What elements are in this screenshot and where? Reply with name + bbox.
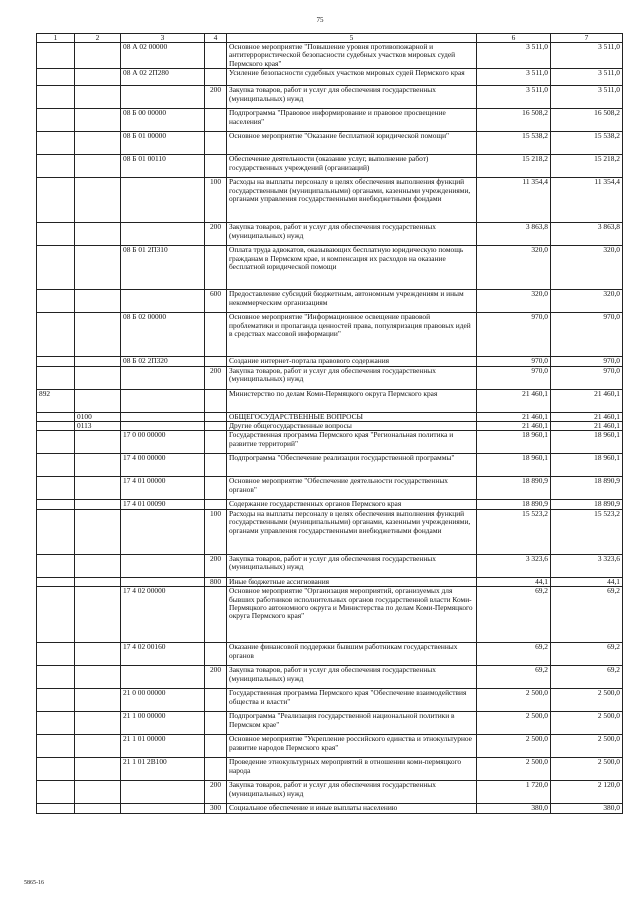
- ministry-code: [37, 422, 75, 431]
- amount-col7: 970,0: [551, 366, 623, 389]
- item-name: ОБЩЕГОСУДАРСТВЕННЫЕ ВОПРОСЫ: [227, 412, 477, 421]
- amount-col6: 16 508,2: [477, 109, 551, 132]
- ministry-code: [37, 366, 75, 389]
- amount-col7: 2 120,0: [551, 781, 623, 804]
- table-row: [37, 313, 623, 357]
- target-item-code: 21 0 00 00000: [121, 689, 205, 712]
- amount-col6: 18 960,1: [477, 454, 551, 477]
- target-item-code: 17 4 00 00000: [121, 454, 205, 477]
- item-name: Государственная программа Пермского края "Региональная политика и развитие территорий": [227, 431, 477, 454]
- section-code: 0113: [75, 422, 121, 431]
- amount-col6: 970,0: [477, 313, 551, 357]
- amount-col7: 380,0: [551, 804, 623, 813]
- target-item-code: [121, 178, 205, 223]
- ministry-code: [37, 178, 75, 223]
- ministry-code: [37, 223, 75, 246]
- target-item-code: [121, 290, 205, 313]
- column-header: 5: [227, 34, 477, 43]
- ministry-code: 892: [37, 389, 75, 412]
- table-row: [37, 223, 623, 246]
- table-row: [37, 422, 623, 431]
- target-item-code: 21 1 01 00000: [121, 735, 205, 758]
- ministry-code: [37, 86, 75, 109]
- amount-col6: 3 323,6: [477, 554, 551, 577]
- amount-col6: 15 218,2: [477, 155, 551, 178]
- table-row: [37, 577, 623, 586]
- amount-col7: 18 960,1: [551, 431, 623, 454]
- table-row: [37, 357, 623, 366]
- amount-col7: 320,0: [551, 246, 623, 290]
- expense-type-code: 200: [205, 554, 227, 577]
- target-item-code: 21 1 00 00000: [121, 712, 205, 735]
- target-item-code: 08 Б 01 00000: [121, 132, 205, 155]
- table-row: [37, 290, 623, 313]
- target-item-code: [121, 509, 205, 554]
- amount-col6: 15 523,2: [477, 509, 551, 554]
- amount-col6: 2 500,0: [477, 712, 551, 735]
- table-row: [37, 509, 623, 554]
- section-code: [75, 155, 121, 178]
- ministry-code: [37, 357, 75, 366]
- item-name: Подпрограмма "Обеспечение реализации государственной программы": [227, 454, 477, 477]
- section-code: [75, 643, 121, 666]
- amount-col6: 21 460,1: [477, 389, 551, 412]
- section-code: [75, 554, 121, 577]
- item-name: Основное мероприятие "Информационное освещение правовой проблематики и пропаганда ценностей права, популяризация правовых идей в средствах массовой информации": [227, 313, 477, 357]
- item-name: Закупка товаров, работ и услуг для обеспечения государственных (муниципальных) нужд: [227, 86, 477, 109]
- section-code: [75, 43, 121, 69]
- ministry-code: [37, 554, 75, 577]
- table-row: [37, 781, 623, 804]
- amount-col7: 15 538,2: [551, 132, 623, 155]
- amount-col6: 320,0: [477, 246, 551, 290]
- expense-type-code: [205, 431, 227, 454]
- amount-col7: 18 890,9: [551, 500, 623, 509]
- target-item-code: 21 1 01 2В100: [121, 758, 205, 781]
- expense-type-code: [205, 587, 227, 643]
- column-header: 3: [121, 34, 205, 43]
- item-name: Основное мероприятие "Организация мероприятий, организуемых для бывших работников исполнительных органов государственной власти Коми-Пермяцкого автономного округа и Министерства по делам Коми-Пермяцкого округа Пермского края": [227, 587, 477, 643]
- item-name: Закупка товаров, работ и услуг для обеспечения государственных (муниципальных) нужд: [227, 366, 477, 389]
- section-code: [75, 509, 121, 554]
- item-name: Закупка товаров, работ и услуг для обеспечения государственных (муниципальных) нужд: [227, 781, 477, 804]
- amount-col6: 1 720,0: [477, 781, 551, 804]
- expense-type-code: [205, 389, 227, 412]
- expense-type-code: [205, 689, 227, 712]
- target-item-code: [121, 804, 205, 813]
- amount-col7: 69,2: [551, 587, 623, 643]
- table-body: [37, 43, 623, 814]
- ministry-code: [37, 109, 75, 132]
- expense-type-code: [205, 454, 227, 477]
- item-name: Создание интернет-портала правового содержания: [227, 357, 477, 366]
- section-code: [75, 666, 121, 689]
- ministry-code: [37, 412, 75, 421]
- amount-col6: 3 511,0: [477, 69, 551, 86]
- ministry-code: [37, 712, 75, 735]
- item-name: Закупка товаров, работ и услуг для обеспечения государственных (муниципальных) нужд: [227, 666, 477, 689]
- amount-col7: 44,1: [551, 577, 623, 586]
- expense-type-code: 100: [205, 178, 227, 223]
- amount-col7: 15 218,2: [551, 155, 623, 178]
- target-item-code: [121, 554, 205, 577]
- table-row: [37, 804, 623, 813]
- amount-col7: 970,0: [551, 357, 623, 366]
- section-code: [75, 389, 121, 412]
- amount-col7: 3 323,6: [551, 554, 623, 577]
- amount-col7: 15 523,2: [551, 509, 623, 554]
- ministry-code: [37, 500, 75, 509]
- ministry-code: [37, 431, 75, 454]
- target-item-code: [121, 86, 205, 109]
- section-code: [75, 109, 121, 132]
- expense-type-code: [205, 69, 227, 86]
- expense-type-code: 200: [205, 223, 227, 246]
- section-code: [75, 758, 121, 781]
- amount-col7: 69,2: [551, 643, 623, 666]
- ministry-code: [37, 587, 75, 643]
- column-header: 2: [75, 34, 121, 43]
- item-name: Основное мероприятие "Обеспечение деятельности государственных органов": [227, 477, 477, 500]
- item-name: Содержание государственных органов Пермского края: [227, 500, 477, 509]
- table-row: [37, 712, 623, 735]
- target-item-code: [121, 412, 205, 421]
- item-name: Предоставление субсидий бюджетным, автономным учреждениям и иным некоммерческим организациям: [227, 290, 477, 313]
- amount-col6: 69,2: [477, 643, 551, 666]
- amount-col7: 21 460,1: [551, 422, 623, 431]
- page-number: 75: [316, 16, 324, 24]
- table-row: [37, 43, 623, 69]
- target-item-code: 08 А 02 2П280: [121, 69, 205, 86]
- column-header: 4: [205, 34, 227, 43]
- amount-col7: 2 500,0: [551, 689, 623, 712]
- item-name: Министерство по делам Коми-Пермяцкого округа Пермского края: [227, 389, 477, 412]
- amount-col7: 3 511,0: [551, 86, 623, 109]
- target-item-code: [121, 422, 205, 431]
- section-code: [75, 132, 121, 155]
- section-code: [75, 712, 121, 735]
- item-name: Проведение этнокультурных мероприятий в отношении коми-пермяцкого народа: [227, 758, 477, 781]
- target-item-code: 08 Б 01 00110: [121, 155, 205, 178]
- table-row: [37, 554, 623, 577]
- amount-col7: 3 511,0: [551, 43, 623, 69]
- amount-col6: 970,0: [477, 357, 551, 366]
- amount-col7: 21 460,1: [551, 412, 623, 421]
- table-row: [37, 246, 623, 290]
- ministry-code: [37, 781, 75, 804]
- target-item-code: 17 4 01 00090: [121, 500, 205, 509]
- amount-col7: 21 460,1: [551, 389, 623, 412]
- target-item-code: [121, 577, 205, 586]
- amount-col6: 44,1: [477, 577, 551, 586]
- expense-type-code: 200: [205, 781, 227, 804]
- item-name: Основное мероприятие "Укрепление российского единства и этнокультурное развитие народов Пермского края": [227, 735, 477, 758]
- table-row: [37, 132, 623, 155]
- amount-col7: 11 354,4: [551, 178, 623, 223]
- expense-type-code: 300: [205, 804, 227, 813]
- amount-col6: 15 538,2: [477, 132, 551, 155]
- item-name: Социальное обеспечение и иные выплаты населению: [227, 804, 477, 813]
- section-code: [75, 313, 121, 357]
- expense-type-code: [205, 155, 227, 178]
- table-row: [37, 454, 623, 477]
- section-code: [75, 735, 121, 758]
- amount-col7: 69,2: [551, 666, 623, 689]
- table-row: [37, 109, 623, 132]
- item-name: Иные бюджетные ассигнования: [227, 577, 477, 586]
- table-row: [37, 587, 623, 643]
- table-row: [37, 366, 623, 389]
- item-name: Подпрограмма "Правовое информирование и правовое просвещение населения": [227, 109, 477, 132]
- table-row: [37, 155, 623, 178]
- expense-type-code: 200: [205, 86, 227, 109]
- expense-type-code: [205, 712, 227, 735]
- expense-type-code: 600: [205, 290, 227, 313]
- amount-col6: 3 511,0: [477, 86, 551, 109]
- table-row: [37, 666, 623, 689]
- amount-col6: 2 500,0: [477, 735, 551, 758]
- target-item-code: [121, 223, 205, 246]
- ministry-code: [37, 132, 75, 155]
- expense-type-code: [205, 357, 227, 366]
- target-item-code: 17 4 02 00000: [121, 587, 205, 643]
- amount-col6: 2 500,0: [477, 758, 551, 781]
- amount-col6: 21 460,1: [477, 422, 551, 431]
- section-code: [75, 246, 121, 290]
- amount-col7: 3 863,8: [551, 223, 623, 246]
- expense-type-code: 200: [205, 366, 227, 389]
- expense-type-code: [205, 109, 227, 132]
- amount-col6: 380,0: [477, 804, 551, 813]
- item-name: Подпрограмма "Реализация государственной национальной политики в Пермском крае": [227, 712, 477, 735]
- expense-type-code: [205, 246, 227, 290]
- item-name: Другие общегосударственные вопросы: [227, 422, 477, 431]
- item-name: Расходы на выплаты персоналу в целях обеспечения выполнения функций государственными (муниципальными) органами, казенными учреждениями, органами управления государственными внебюджетными фондами: [227, 509, 477, 554]
- ministry-code: [37, 689, 75, 712]
- ministry-code: [37, 735, 75, 758]
- target-item-code: 17 0 00 00000: [121, 431, 205, 454]
- target-item-code: 08 Б 02 2П320: [121, 357, 205, 366]
- amount-col6: 2 500,0: [477, 689, 551, 712]
- section-code: [75, 804, 121, 813]
- amount-col6: 11 354,4: [477, 178, 551, 223]
- expense-type-code: 200: [205, 666, 227, 689]
- target-item-code: 08 Б 00 00000: [121, 109, 205, 132]
- table-row: [37, 735, 623, 758]
- item-name: Оказание финансовой поддержки бывшим работникам государственных органов: [227, 643, 477, 666]
- section-code: [75, 366, 121, 389]
- ministry-code: [37, 155, 75, 178]
- ministry-code: [37, 246, 75, 290]
- ministry-code: [37, 43, 75, 69]
- table-row: [37, 389, 623, 412]
- budget-table: [36, 33, 623, 814]
- target-item-code: [121, 666, 205, 689]
- amount-col7: 2 500,0: [551, 735, 623, 758]
- expense-type-code: 800: [205, 577, 227, 586]
- column-header: 7: [551, 34, 623, 43]
- amount-col6: 69,2: [477, 587, 551, 643]
- section-code: [75, 290, 121, 313]
- item-name: Расходы на выплаты персоналу в целях обеспечения выполнения функций государственными (муниципальными) органами, казенными учреждениями, органами управления государственными внебюджетными фондами: [227, 178, 477, 223]
- target-item-code: 17 4 02 00160: [121, 643, 205, 666]
- amount-col7: 18 890,9: [551, 477, 623, 500]
- amount-col7: 18 960,1: [551, 454, 623, 477]
- item-name: Усиление безопасности судебных участков мировых судей Пермского края: [227, 69, 477, 86]
- item-name: Закупка товаров, работ и услуг для обеспечения государственных (муниципальных) нужд: [227, 223, 477, 246]
- target-item-code: 08 А 02 00000: [121, 43, 205, 69]
- section-code: [75, 577, 121, 586]
- table-row: [37, 412, 623, 421]
- ministry-code: [37, 804, 75, 813]
- table-row: [37, 758, 623, 781]
- expense-type-code: [205, 412, 227, 421]
- ministry-code: [37, 454, 75, 477]
- ministry-code: [37, 666, 75, 689]
- amount-col7: 2 500,0: [551, 712, 623, 735]
- expense-type-code: [205, 313, 227, 357]
- ministry-code: [37, 477, 75, 500]
- target-item-code: [121, 781, 205, 804]
- table-row: [37, 689, 623, 712]
- section-code: [75, 689, 121, 712]
- expense-type-code: [205, 422, 227, 431]
- amount-col6: 3 511,0: [477, 43, 551, 69]
- amount-col6: 69,2: [477, 666, 551, 689]
- target-item-code: 17 4 01 00000: [121, 477, 205, 500]
- section-code: [75, 587, 121, 643]
- amount-col7: 3 511,0: [551, 69, 623, 86]
- item-name: Закупка товаров, работ и услуг для обеспечения государственных (муниципальных) нужд: [227, 554, 477, 577]
- expense-type-code: [205, 735, 227, 758]
- amount-col6: 18 890,9: [477, 477, 551, 500]
- table-row: [37, 69, 623, 86]
- amount-col6: 3 863,8: [477, 223, 551, 246]
- column-header: 1: [37, 34, 75, 43]
- table-row: [37, 431, 623, 454]
- target-item-code: [121, 389, 205, 412]
- amount-col6: 18 890,9: [477, 500, 551, 509]
- expense-type-code: [205, 758, 227, 781]
- column-header: 6: [477, 34, 551, 43]
- amount-col6: 21 460,1: [477, 412, 551, 421]
- section-code: [75, 477, 121, 500]
- table-row: [37, 477, 623, 500]
- amount-col6: 18 960,1: [477, 431, 551, 454]
- table-row: [37, 643, 623, 666]
- target-item-code: [121, 366, 205, 389]
- ministry-code: [37, 69, 75, 86]
- footer-code: 5865-16: [24, 880, 44, 886]
- amount-col6: 320,0: [477, 290, 551, 313]
- table-row: [37, 178, 623, 223]
- item-name: Основное мероприятие "Оказание бесплатной юридической помощи": [227, 132, 477, 155]
- column-number-row: [37, 34, 623, 43]
- section-code: [75, 500, 121, 509]
- section-code: [75, 431, 121, 454]
- amount-col7: 970,0: [551, 313, 623, 357]
- item-name: Государственная программа Пермского края "Обеспечение взаимодействия общества и власти": [227, 689, 477, 712]
- section-code: [75, 357, 121, 366]
- item-name: Основное мероприятие "Повышение уровня противопожарной и антитеррористической безопасности судебных участков мировых судей Пермского края": [227, 43, 477, 69]
- section-code: [75, 454, 121, 477]
- item-name: Оплата труда адвокатов, оказывающих бесплатную юридическую помощь гражданам в Пермском крае, и компенсация их расходов на оказание бесплатной юридической помощи: [227, 246, 477, 290]
- ministry-code: [37, 290, 75, 313]
- ministry-code: [37, 313, 75, 357]
- ministry-code: [37, 758, 75, 781]
- ministry-code: [37, 577, 75, 586]
- expense-type-code: [205, 132, 227, 155]
- expense-type-code: [205, 477, 227, 500]
- expense-type-code: [205, 500, 227, 509]
- table-row: [37, 86, 623, 109]
- amount-col7: 2 500,0: [551, 758, 623, 781]
- target-item-code: 08 Б 02 00000: [121, 313, 205, 357]
- section-code: [75, 781, 121, 804]
- item-name: Обеспечение деятельности (оказание услуг, выполнение работ) государственных учреждений (организаций): [227, 155, 477, 178]
- target-item-code: 08 Б 01 2П310: [121, 246, 205, 290]
- section-code: [75, 69, 121, 86]
- ministry-code: [37, 643, 75, 666]
- expense-type-code: [205, 43, 227, 69]
- amount-col6: 970,0: [477, 366, 551, 389]
- expense-type-code: [205, 643, 227, 666]
- section-code: [75, 86, 121, 109]
- amount-col7: 16 508,2: [551, 109, 623, 132]
- expense-type-code: 100: [205, 509, 227, 554]
- table-row: [37, 500, 623, 509]
- section-code: [75, 178, 121, 223]
- amount-col7: 320,0: [551, 290, 623, 313]
- section-code: 0100: [75, 412, 121, 421]
- section-code: [75, 223, 121, 246]
- ministry-code: [37, 509, 75, 554]
